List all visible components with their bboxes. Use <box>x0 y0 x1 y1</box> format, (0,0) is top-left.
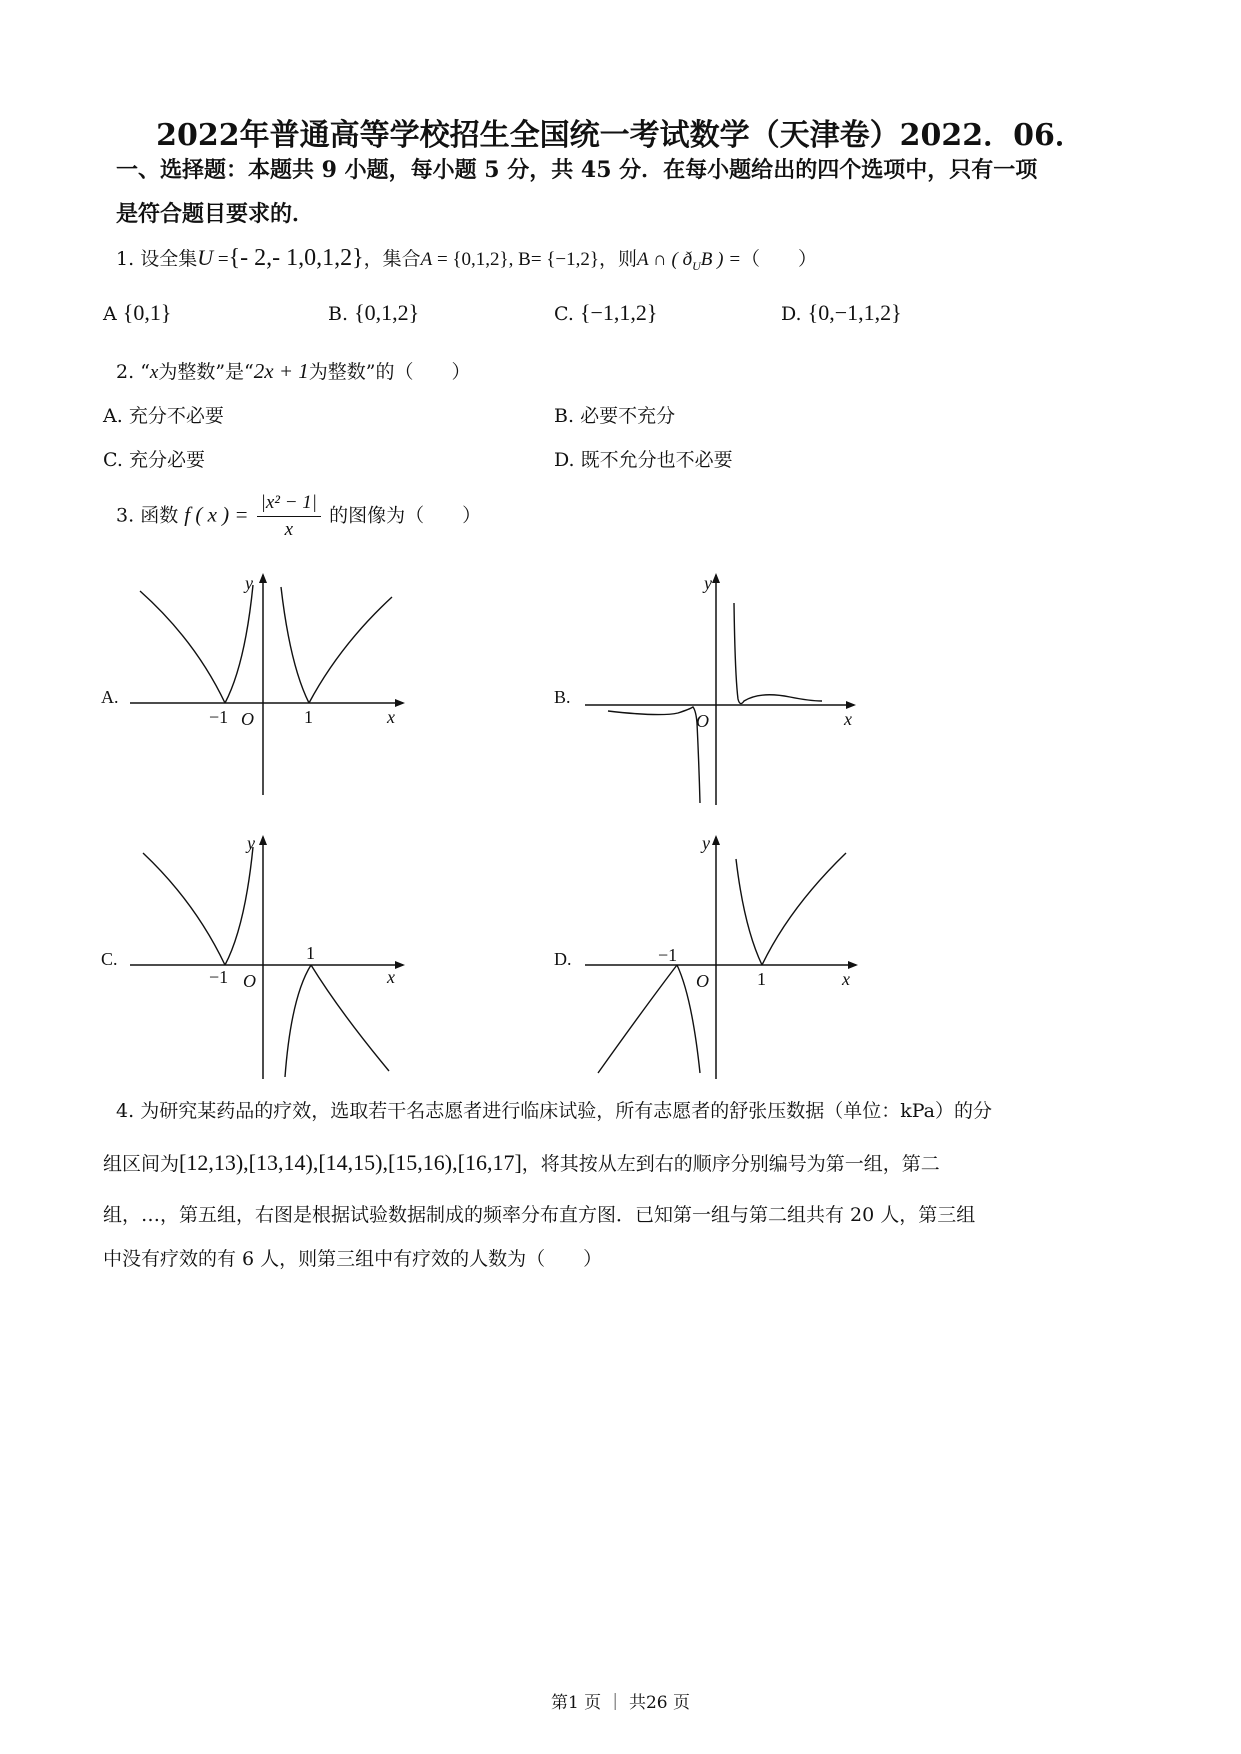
math-u: U <box>197 245 214 270</box>
tick-label: −1 <box>209 967 229 987</box>
curve-right-outer <box>309 597 392 703</box>
question-text: ，将其按从左到右的顺序分别编号为第一组，第二 <box>521 1153 940 1175</box>
graph-label: A. <box>101 687 119 707</box>
option-value: 充分必要 <box>128 449 205 471</box>
option-b <box>554 401 675 428</box>
option-value: {−1,1,2} <box>579 300 658 325</box>
y-label: y <box>704 573 712 593</box>
tick-label: −1 <box>658 945 678 965</box>
option-c <box>554 300 657 326</box>
y-axis-arrow-icon <box>259 573 267 583</box>
option-label: C. <box>103 449 123 471</box>
origin-label: O <box>696 711 709 731</box>
math-fx: f ( x ) = <box>184 502 249 527</box>
math-expr: 2x + 1 <box>253 359 309 383</box>
curve-right-inner <box>736 859 762 965</box>
curve-right-inner <box>281 587 309 703</box>
option-label: A <box>103 303 117 325</box>
tick-label: 1 <box>306 943 315 963</box>
question-text: “ <box>140 361 150 383</box>
question-number: 4. <box>116 1100 135 1122</box>
curve-left-outer <box>598 965 677 1073</box>
fraction-numerator: |x² − 1| <box>257 492 321 517</box>
graph-a <box>95 565 425 800</box>
tick-label: −1 <box>209 707 229 727</box>
x-axis-arrow-icon <box>395 699 405 707</box>
x-label: x <box>387 707 395 727</box>
curve-right-outer <box>311 965 389 1071</box>
question-text: ，则 <box>599 248 638 270</box>
option-value: {0,1} <box>122 300 172 325</box>
curve-left-outer <box>140 591 225 703</box>
option-label: B. <box>554 405 575 427</box>
question-number: 1. <box>116 248 135 270</box>
question-text: 为整数”是“ <box>158 361 254 383</box>
question-3 <box>116 492 481 541</box>
x-axis-arrow-icon <box>846 701 856 709</box>
x-axis-arrow-icon <box>848 961 858 969</box>
y-axis-arrow-icon <box>712 573 720 583</box>
tick-label: 1 <box>304 707 313 727</box>
origin-label: O <box>696 971 709 991</box>
option-a <box>103 401 224 428</box>
option-label: B. <box>328 303 349 325</box>
y-axis-arrow-icon <box>712 835 720 845</box>
option-d <box>554 445 733 472</box>
curve-right-outer <box>762 853 846 965</box>
curve-right <box>734 603 822 704</box>
curve-left-inner <box>225 585 253 703</box>
graph-c <box>95 827 425 1087</box>
x-label: x <box>387 967 395 987</box>
interval-list: [12,13),[13,14),[14,15),[15,16),[16,17] <box>179 1150 522 1175</box>
question-text: 设全集 <box>140 248 198 270</box>
option-c <box>103 445 205 472</box>
option-a <box>103 300 171 326</box>
section-heading-line2: 是符合题目要求的． <box>116 201 315 227</box>
option-value: 充分不必要 <box>128 405 224 427</box>
y-label: y <box>702 833 710 853</box>
question-text: 为研究某药品的疗效，选取若干名志愿者进行临床试验，所有志愿者的舒张压数据（单位：kPa）的分 <box>140 1100 992 1122</box>
question-text: ，集合 <box>363 248 421 270</box>
y-label: y <box>247 833 255 853</box>
question-text: 为整数”的（ ） <box>308 361 471 383</box>
question-2 <box>116 357 471 384</box>
x-label: x <box>842 969 850 989</box>
answer-paren: （ ） <box>741 248 818 270</box>
question-text: 组区间为 <box>103 1153 180 1175</box>
page-title: 2022年普通高等学校招生全国统一考试数学（天津卷）2022．06． <box>156 118 1085 153</box>
question-4-line2 <box>103 1149 940 1176</box>
set-a-b: = {0,1,2}, B= {−1,2} <box>432 249 600 270</box>
fraction <box>257 492 321 541</box>
question-text: 函数 <box>140 504 179 527</box>
x-axis-arrow-icon <box>395 961 405 969</box>
question-1 <box>116 244 817 274</box>
option-value: 必要不充分 <box>580 405 676 427</box>
option-b <box>328 300 419 326</box>
page-footer: 第1 页 ｜ 共26 页 <box>550 1693 691 1713</box>
graph-label: C. <box>101 949 118 969</box>
curve-right-inner <box>285 965 311 1077</box>
option-label: D. <box>554 449 575 471</box>
math-x: x <box>149 362 159 383</box>
origin-label: O <box>243 971 256 991</box>
option-value: {0,1,2} <box>354 300 420 325</box>
origin-label: O <box>241 709 254 729</box>
graph-label: D. <box>554 949 572 969</box>
question-text: 的图像为（ ） <box>329 504 482 527</box>
option-label: A. <box>103 405 123 427</box>
question-number: 2. <box>116 361 135 383</box>
option-value: {0,−1,1,2} <box>807 300 902 325</box>
graph-label: B. <box>554 687 571 707</box>
curve-left <box>608 707 700 803</box>
option-label: C. <box>554 303 574 325</box>
question-4-line1 <box>116 1096 992 1123</box>
option-value: 既不允分也不必要 <box>580 449 733 471</box>
option-d <box>781 300 902 326</box>
question-4-line4: 中没有疗效的有 6 人，则第三组中有疗效的人数为（ ） <box>103 1248 603 1270</box>
y-label: y <box>245 573 253 593</box>
graph-d <box>550 827 880 1087</box>
math-eq: = <box>213 249 229 270</box>
math-a: A <box>420 249 433 270</box>
fraction-denominator: x <box>284 519 294 540</box>
graph-b <box>550 565 880 815</box>
set-u: {- 2,- 1,0,1,2} <box>228 245 364 271</box>
x-label: x <box>844 709 852 729</box>
tick-label: 1 <box>757 969 766 989</box>
math-expr2: B ) = <box>700 249 742 270</box>
option-label: D. <box>781 303 802 325</box>
math-expr: A ∩ ( ð <box>637 249 693 270</box>
y-axis-arrow-icon <box>259 835 267 845</box>
curve-left-outer <box>143 853 225 965</box>
question-number: 3. <box>116 504 135 527</box>
curve-left-inner <box>225 847 253 965</box>
math-sub: U <box>692 258 701 273</box>
section-heading-line1: 一、选择题：本题共 9 小题，每小题 5 分，共 45 分．在每小题给出的四个选项中，只有一项 <box>116 157 1038 183</box>
question-4-line3: 组，…，第五组，右图是根据试验数据制成的频率分布直方图．已知第一组与第二组共有 20 人，第三组 <box>103 1204 976 1226</box>
